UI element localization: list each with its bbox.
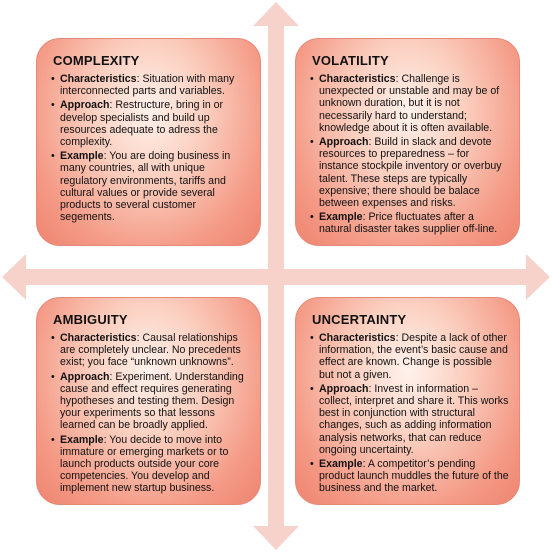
ambiguity-title: AMBIGUITY [53,312,128,327]
item-label: Characteristics [319,332,396,344]
item-label: Approach [60,370,110,383]
item-text: : Restructure, bring in or develop specialists and build up resources adequate to adress the complexity. [60,99,224,149]
uncertainty-box [295,297,520,505]
item-label: Characteristics [60,73,137,85]
arrow-head-up [253,2,299,26]
item-text: : Experiment. Understanding cause and effect requires generating hypotheses and testing them. Design your experiments so that lessons learned can be broadly applied. [60,370,244,432]
uncertainty-title: UNCERTAINTY [312,312,407,327]
list-item [51,332,250,369]
complexity-list [51,73,250,223]
list-item [310,211,509,235]
arrow-head-right [526,254,550,300]
arrow-head-left [2,254,26,300]
item-label: Example [60,150,104,163]
volatility-title: VOLATILITY [312,53,389,68]
item-label: Approach [319,382,369,395]
item-label: Approach [319,136,369,149]
item-text: : A competitor’s pending product launch muddles the future of the business and the market. [319,458,509,495]
list-item [310,458,509,495]
horizontal-arrow-shaft [22,269,530,285]
list-item [51,150,250,223]
item-text: : Build in slack and devote resources to preparedness – for instance stockpile inventory or overbuy talent. These steps are typically expensive; there should be balace between expenses and risks. [319,136,502,210]
list-item [51,371,250,432]
list-item [51,434,250,495]
list-item [51,73,250,97]
item-label: Characteristics [60,332,137,344]
item-text: : You decide to move into immature or emerging markets or to launch products outside your core competencies. You develop and implement new startup business. [60,433,229,495]
list-item [310,73,509,134]
complexity-title: COMPLEXITY [53,53,140,68]
item-text: : You are doing business in many countries, all with unique regulatory environments, tariffs and cultural values or provide several products to several customer segements. [60,150,231,224]
item-text: : Challenge is unexpected or unstable and may be of unknown duration, but it is not necessarily hard to understand; knowledge about it is often available. [319,73,500,134]
item-text: : Despite a lack of other information, the event’s basic cause and effect are known. Change is possible but not a given. [319,332,508,381]
item-label: Characteristics [319,73,396,85]
item-label: Example [319,458,363,471]
item-text: : Situation with many interconnected parts and variables. [60,73,235,98]
item-label: Approach [60,99,110,112]
list-item [51,99,250,148]
item-label: Example [60,433,104,446]
ambiguity-list [51,332,250,495]
item-label: Example [319,211,363,224]
ambiguity-box [36,297,261,505]
item-text: : Invest in information – collect, interpret and share it. This works best in conjunction with structural changes, such as adding information analysis networks, that can reduce ongoing uncertainty. [319,382,509,456]
volatility-box [295,38,520,246]
item-text: : Causal relationships are completely unclear. No precedents exist; you face “unknown unknowns”. [60,332,241,369]
volatility-list [310,73,509,236]
list-item [310,136,509,209]
list-item [310,383,509,456]
arrow-head-down [253,526,299,550]
uncertainty-list [310,332,509,495]
list-item [310,332,509,381]
item-text: : Price fluctuates after a natural disaster takes supplier off-line. [319,211,498,236]
complexity-box [36,38,261,246]
